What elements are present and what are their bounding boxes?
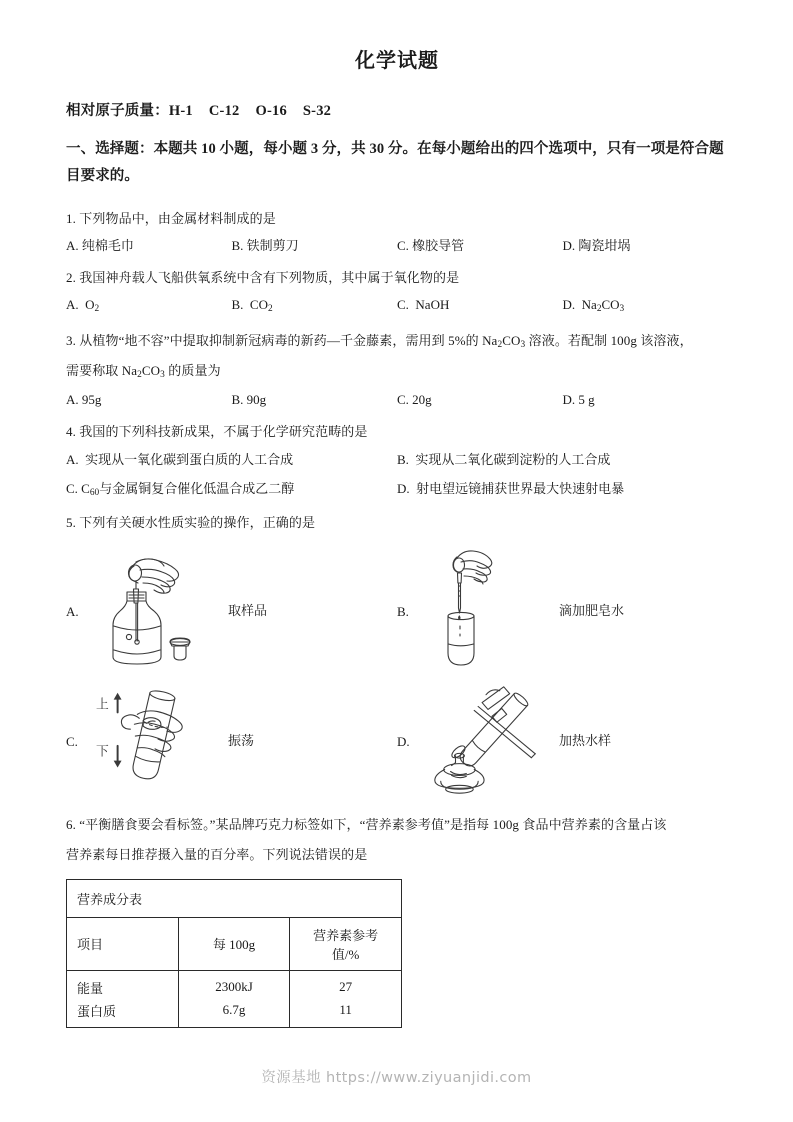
- figure-d-label: D.: [397, 734, 410, 750]
- question-3-options: [66, 386, 728, 413]
- option-b[interactable]: B. 铁制剪刀: [231, 237, 299, 253]
- cell-energy-amount: 2300kJ: [178, 970, 290, 999]
- table-row: [67, 970, 402, 999]
- figure-a-caption: 取样品: [228, 602, 268, 618]
- option-b[interactable]: B. $CO_2$: [231, 296, 273, 314]
- atomic-mass-label: 相对原子质量：: [66, 103, 169, 119]
- reagent-bottle-dropper-icon: [92, 544, 222, 674]
- question-5-figures: [66, 544, 728, 804]
- option-a[interactable]: A. 纯棉毛巾: [66, 237, 134, 253]
- cell-protein-name: 蛋白质: [67, 999, 179, 1028]
- option-d[interactable]: D. 陶瓷坩埚: [562, 237, 631, 253]
- question-4: [66, 419, 728, 504]
- option-b[interactable]: B. 90g: [231, 391, 267, 407]
- option-d[interactable]: D. 射电望远镜捕获世界最大快速射电暴: [397, 481, 625, 497]
- question-4-options-row-1: [66, 445, 728, 474]
- figure-option-b[interactable]: [397, 544, 728, 674]
- question-1-stem: 1. 下列物品中，由金属材料制成的是: [66, 210, 276, 226]
- table-row: [67, 999, 402, 1028]
- option-d[interactable]: D. $Na_2CO_3$: [562, 296, 625, 314]
- atomic-mass-s: S-32: [302, 103, 332, 119]
- nutrition-table-caption: 营养成分表: [67, 879, 402, 917]
- figure-row-bottom: [66, 674, 728, 804]
- option-d[interactable]: D. 5 g: [562, 391, 595, 407]
- option-c[interactable]: C. 橡胶导管: [397, 237, 465, 253]
- question-6-stem-line2: 营养素每日推荐摄入量的百分率。下列说法错误的是: [66, 846, 368, 862]
- question-3-stem-line1: 3. 从植物“地不容”中提取抑制新冠病毒的新药—千金藤素，需用到 5%的 $Na_2CO_3$ 溶液。若配制 100g 该溶液，: [66, 332, 693, 350]
- question-4-stem: 4. 我国的下列科技新成果，不属于化学研究范畴的是: [66, 424, 368, 440]
- cell-energy-name: 能量: [67, 970, 179, 999]
- question-6: [66, 810, 728, 1028]
- svg-text:上: 上: [95, 697, 109, 712]
- nutrition-table-wrap: [66, 879, 728, 1028]
- dropper-over-testtube-icon: [423, 544, 553, 674]
- question-4-options-row-2: [66, 474, 728, 504]
- atomic-mass-o: O-16: [255, 103, 287, 119]
- alcohol-lamp-heating-icon: [423, 674, 553, 804]
- header-per-100g: 每 100g: [178, 917, 290, 970]
- option-c[interactable]: C. NaOH: [397, 296, 450, 312]
- figure-row-top: [66, 544, 728, 674]
- header-nrv: 营养素参考值/%: [290, 917, 402, 970]
- section-intro: 一、选择题：本题共 10 小题，每小题 3 分，共 30 分。在每小题给出的四个选项中，只有一项是符合题目要求的。: [66, 141, 724, 184]
- nutrition-facts-table: [66, 879, 402, 1028]
- figure-c-caption: 振荡: [228, 732, 255, 748]
- figure-a-label: A.: [66, 604, 79, 620]
- question-3: [66, 326, 728, 413]
- option-a[interactable]: A. $O_2$: [66, 296, 100, 314]
- page-content: [66, 44, 728, 1034]
- figure-option-c[interactable]: [66, 674, 397, 804]
- question-5-stem: 5. 下列有关硬水性质实验的操作，正确的是: [66, 515, 316, 531]
- figure-option-d[interactable]: [397, 674, 728, 804]
- option-c[interactable]: C. 20g: [397, 391, 432, 407]
- question-1: [66, 206, 728, 259]
- option-c[interactable]: C. $C_{60}$与金属铜复合催化低温合成乙二醇: [66, 481, 295, 499]
- option-a[interactable]: A. 95g: [66, 391, 102, 407]
- cell-energy-nrv: 27: [290, 970, 402, 999]
- cell-protein-nrv: 11: [290, 999, 402, 1028]
- cell-protein-amount: 6.7g: [178, 999, 290, 1028]
- option-b[interactable]: B. 实现从二氧化碳到淀粉的人工合成: [397, 452, 611, 468]
- question-5: [66, 510, 728, 804]
- atomic-mass-line: [66, 99, 728, 120]
- header-item: 项目: [67, 917, 179, 970]
- source-watermark: 资源基地 https://www.ziyuanjidi.com: [261, 1070, 532, 1086]
- table-header-row: [67, 917, 402, 970]
- figure-c-label: C.: [66, 734, 78, 750]
- atomic-mass-c: C-12: [208, 103, 240, 119]
- figure-option-a[interactable]: [66, 544, 397, 674]
- figure-b-caption: 滴加肥皂水: [559, 602, 625, 618]
- option-a[interactable]: A. 实现从一氧化碳到蛋白质的人工合成: [66, 452, 294, 468]
- question-3-stem-line2: 需要称取 $Na_2CO_3$ 的质量为: [66, 362, 221, 380]
- question-2: [66, 265, 728, 320]
- question-2-options: [66, 291, 728, 320]
- svg-text:下: 下: [95, 745, 109, 760]
- question-1-options: [66, 232, 728, 259]
- hand-shaking-testtube-icon: [92, 674, 222, 804]
- figure-d-caption: 加热水样: [559, 732, 612, 748]
- question-6-stem-line1: 6. “平衡膳食要会看标签。”某品牌巧克力标签如下，“营养素参考值”是指每 100g 食品中营养素的含量占该: [66, 817, 667, 833]
- atomic-mass-h: H-1: [168, 103, 193, 119]
- figure-b-label: B.: [397, 604, 409, 620]
- page-title: 化学试题: [355, 50, 439, 72]
- table-caption-row: [67, 879, 402, 917]
- question-2-stem: 2. 我国神舟载人飞船供氧系统中含有下列物质，其中属于氧化物的是: [66, 269, 460, 285]
